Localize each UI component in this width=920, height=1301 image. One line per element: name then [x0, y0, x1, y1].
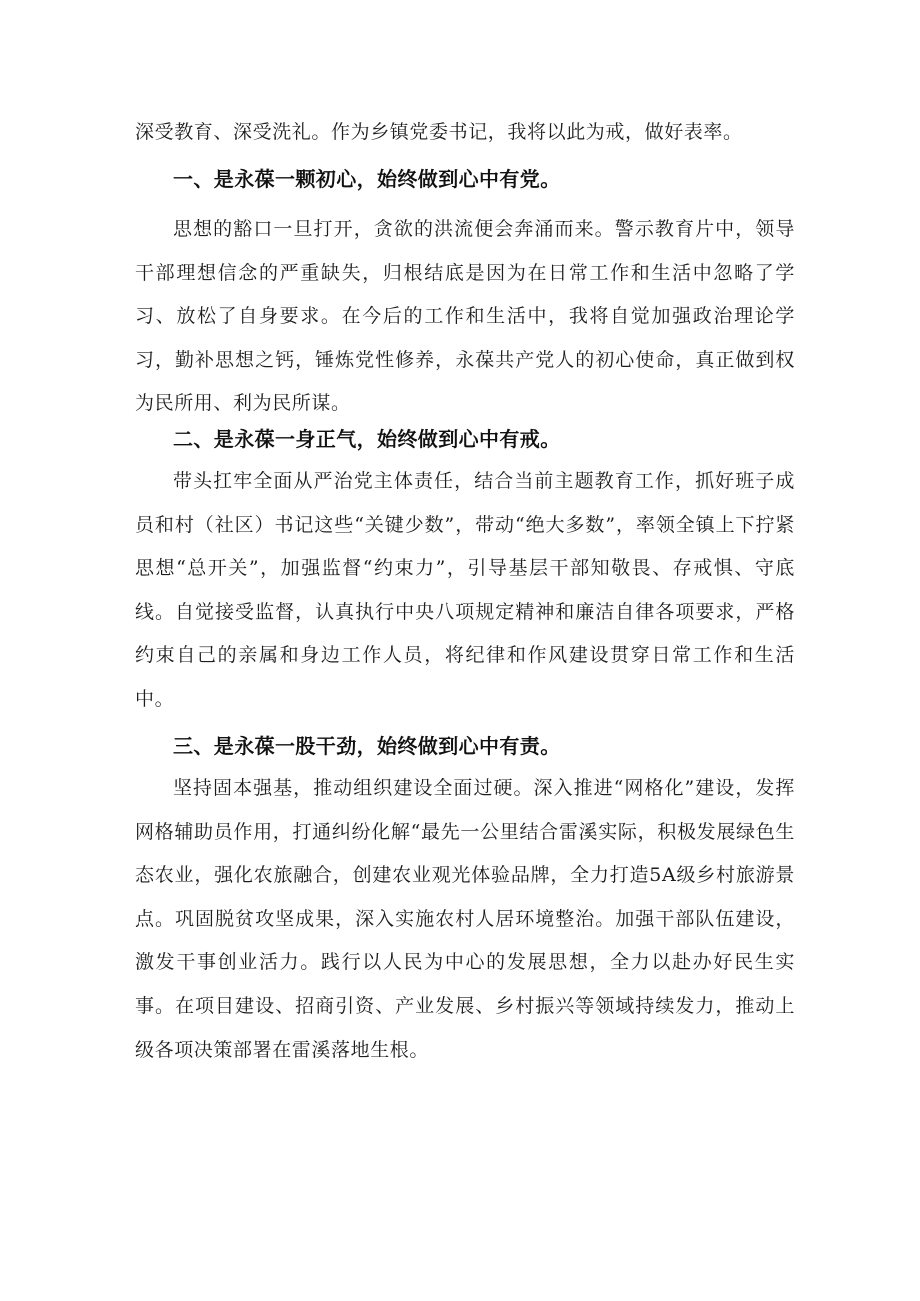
- section-1-heading: 一、是永葆一颗初心，始终做到心中有党。: [173, 167, 561, 191]
- section-3-heading: 三、是永葆一股干劲，始终做到心中有责。: [173, 734, 561, 758]
- section-2-paragraph: 带头扛牢全面从严治党主体责任，结合当前主题教育工作，抓好班子成员和村（社区）书记这些“关键少数”，带动“绝大多数”，率领全镇上下拧紧思想“总开关”，加强监督“约束力”，引导基层干部知敬畏、存戒惧、守底线。自觉接受监督，认真执行中央八项规定精神和廉洁自律各项要求，严格约束自己的亲属和身边工作人员，将纪律和作风建设贯穿日常工作和生活中。: [135, 470, 795, 710]
- section-3-paragraph: 坚持固本强基，推动组织建设全面过硬。深入推进“网格化”建设，发挥网格辅助员作用，打通纠纷化解“最先一公里结合雷溪实际，积极发展绿色生态农业，强化农旅融合，创建农业观光体验品牌，全力打造5A级乡村旅游景点。巩固脱贫攻坚成果，深入实施农村人居环境整治。加强干部队伍建设，激发干事创业活力。践行以人民为中心的发展思想，全力以赴办好民生实事。在项目建设、招商引资、产业发展、乡村振兴等领域持续发力，推动上级各项决策部署在雷溪落地生根。: [135, 777, 795, 1061]
- section-1-paragraph: 思想的豁口一旦打开，贪欲的洪流便会奔涌而来。警示教育片中，领导干部理想信念的严重缺失，归根结底是因为在日常工作和生活中忽略了学习、放松了自身要求。在今后的工作和生活中，我将自觉加强政治理论学习，勤补思想之钙，锤炼党性修养，永葆共产党人的初心使命，真正做到权为民所用、利为民所谋。: [135, 218, 795, 415]
- intro-paragraph-tail: 深受教育、深受洗礼。作为乡镇党委书记，我将以此为戒，做好表率。: [135, 121, 743, 143]
- section-2-heading: 二、是永葆一身正气，始终做到心中有戒。: [173, 427, 561, 451]
